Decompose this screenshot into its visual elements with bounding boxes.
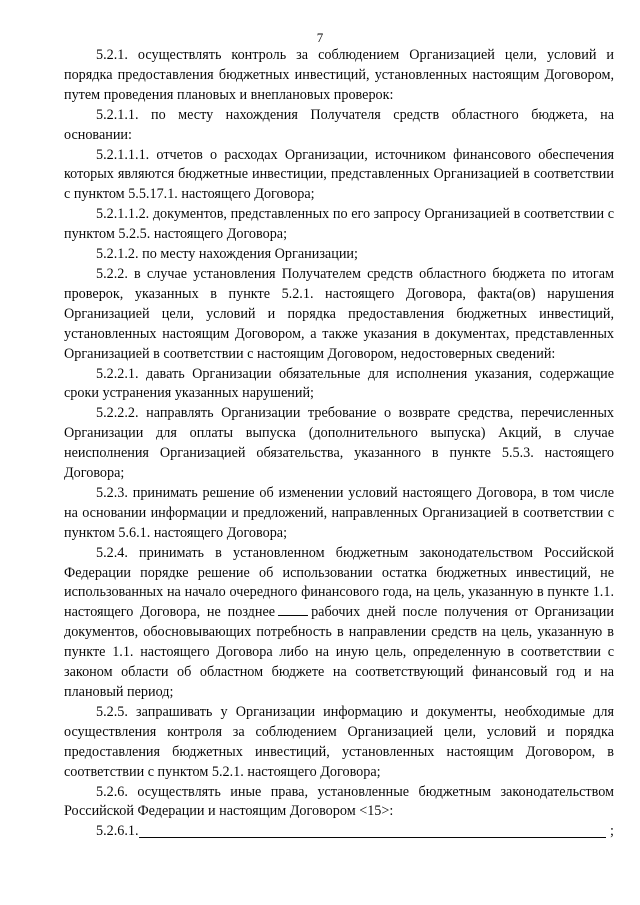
page-number: 7 (316, 30, 324, 45)
paragraph-5-2-5: 5.2.5. запрашивать у Организации информацию и документы, необходимые для осуществления контроля за соблюдением Организацией цели, условий и порядка предоставления бюджетных инвестиций, установленных настоящим Договором, в соответствии с пунктом 5.2.1. настоящего Договора; (64, 703, 614, 780)
blank-fill-line (139, 837, 606, 838)
paragraph-5-2-1-1: 5.2.1.1. по месту нахождения Получателя средств областного бюджета, на основании: (64, 106, 614, 143)
paragraph-5-2-4-end: рабочих дней после получения от Организации документов, обосновывающих потребность в направлении средств на цель, указанную в пункте 1.1. настоящего Договора либо на иную цель, определенную в соответствии с законом области об областном бюджете на соответствующий финансовый год и на плановый период; (64, 604, 614, 700)
paragraph-5-2-6: 5.2.6. осуществлять иные права, установленные бюджетным законодательством Российской Федерации и настоящим Договором <15>: (64, 783, 614, 820)
line-end-semicolon: ; (610, 823, 614, 840)
blank-field-days (278, 603, 308, 616)
paragraph-5-2-1-1-2: 5.2.1.1.2. документов, представленных по его запросу Организацией в соответствии с пунктом 5.2.5. настоящего Договора; (64, 206, 614, 243)
paragraph-5-2-6-1 (64, 822, 614, 842)
item-label-5-2-6-1: 5.2.6.1. (96, 823, 139, 840)
paragraph-5-2-1: 5.2.1. осуществлять контроль за соблюдением Организацией цели, условий и порядка предоставления бюджетных инвестиций, установленных настоящим Договором, путем проведения плановых и внеплановых проверок: (64, 47, 614, 103)
paragraph-5-2-1-2: 5.2.1.2. по месту нахождения Организации; (96, 246, 358, 263)
document-body (64, 46, 614, 842)
paragraph-5-2-2-1: 5.2.2.1. давать Организации обязательные для исполнения указания, содержащие сроки устранения указанных нарушений; (64, 365, 614, 402)
paragraph-5-2-3: 5.2.3. принимать решение об изменении условий настоящего Договора, в том числе на основании информации и предложений, направленных Организацией в соответствии с пунктом 5.6.1. настоящего Договора; (64, 484, 614, 541)
paragraph-5-2-2: 5.2.2. в случае установления Получателем средств областного бюджета по итогам проверок, указанных в пункте 5.2.1. настоящего Договора, факта(ов) нарушения Организацией цели, условий и порядка предоставления бюджетных инвестиций, установленных настоящим Договором, а также указания в документах, представленных Организацией в соответствии с настоящим Договором, недостоверных сведений: (64, 265, 614, 362)
paragraph-5-2-2-2: 5.2.2.2. направлять Организации требование о возврате средства, перечисленных Организации для оплаты выпуска (дополнительного выпуска) Акций, в случае неисполнения Организацией обязательства, указанного в пункте 5.5.3. настоящего Договора; (64, 405, 614, 482)
paragraph-5-2-4 (64, 544, 614, 703)
paragraph-5-2-4-start: 5.2.4. принимать в установленном бюджетным законодательством Российской Федерации порядке решение об использовании остатка бюджетных инвестиций, не использованных на начало очередного финансового года, на цель, указанную в пункте 1.1. настоящего Договора, не позднее (64, 544, 614, 621)
paragraph-5-2-1-1-1: 5.2.1.1.1. отчетов о расходах Организации, источником финансового обеспечения которых являются бюджетные инвестиции, представленных Организацией в соответствии с пунктом 5.5.17.1. настоящего Договора; (64, 146, 614, 203)
